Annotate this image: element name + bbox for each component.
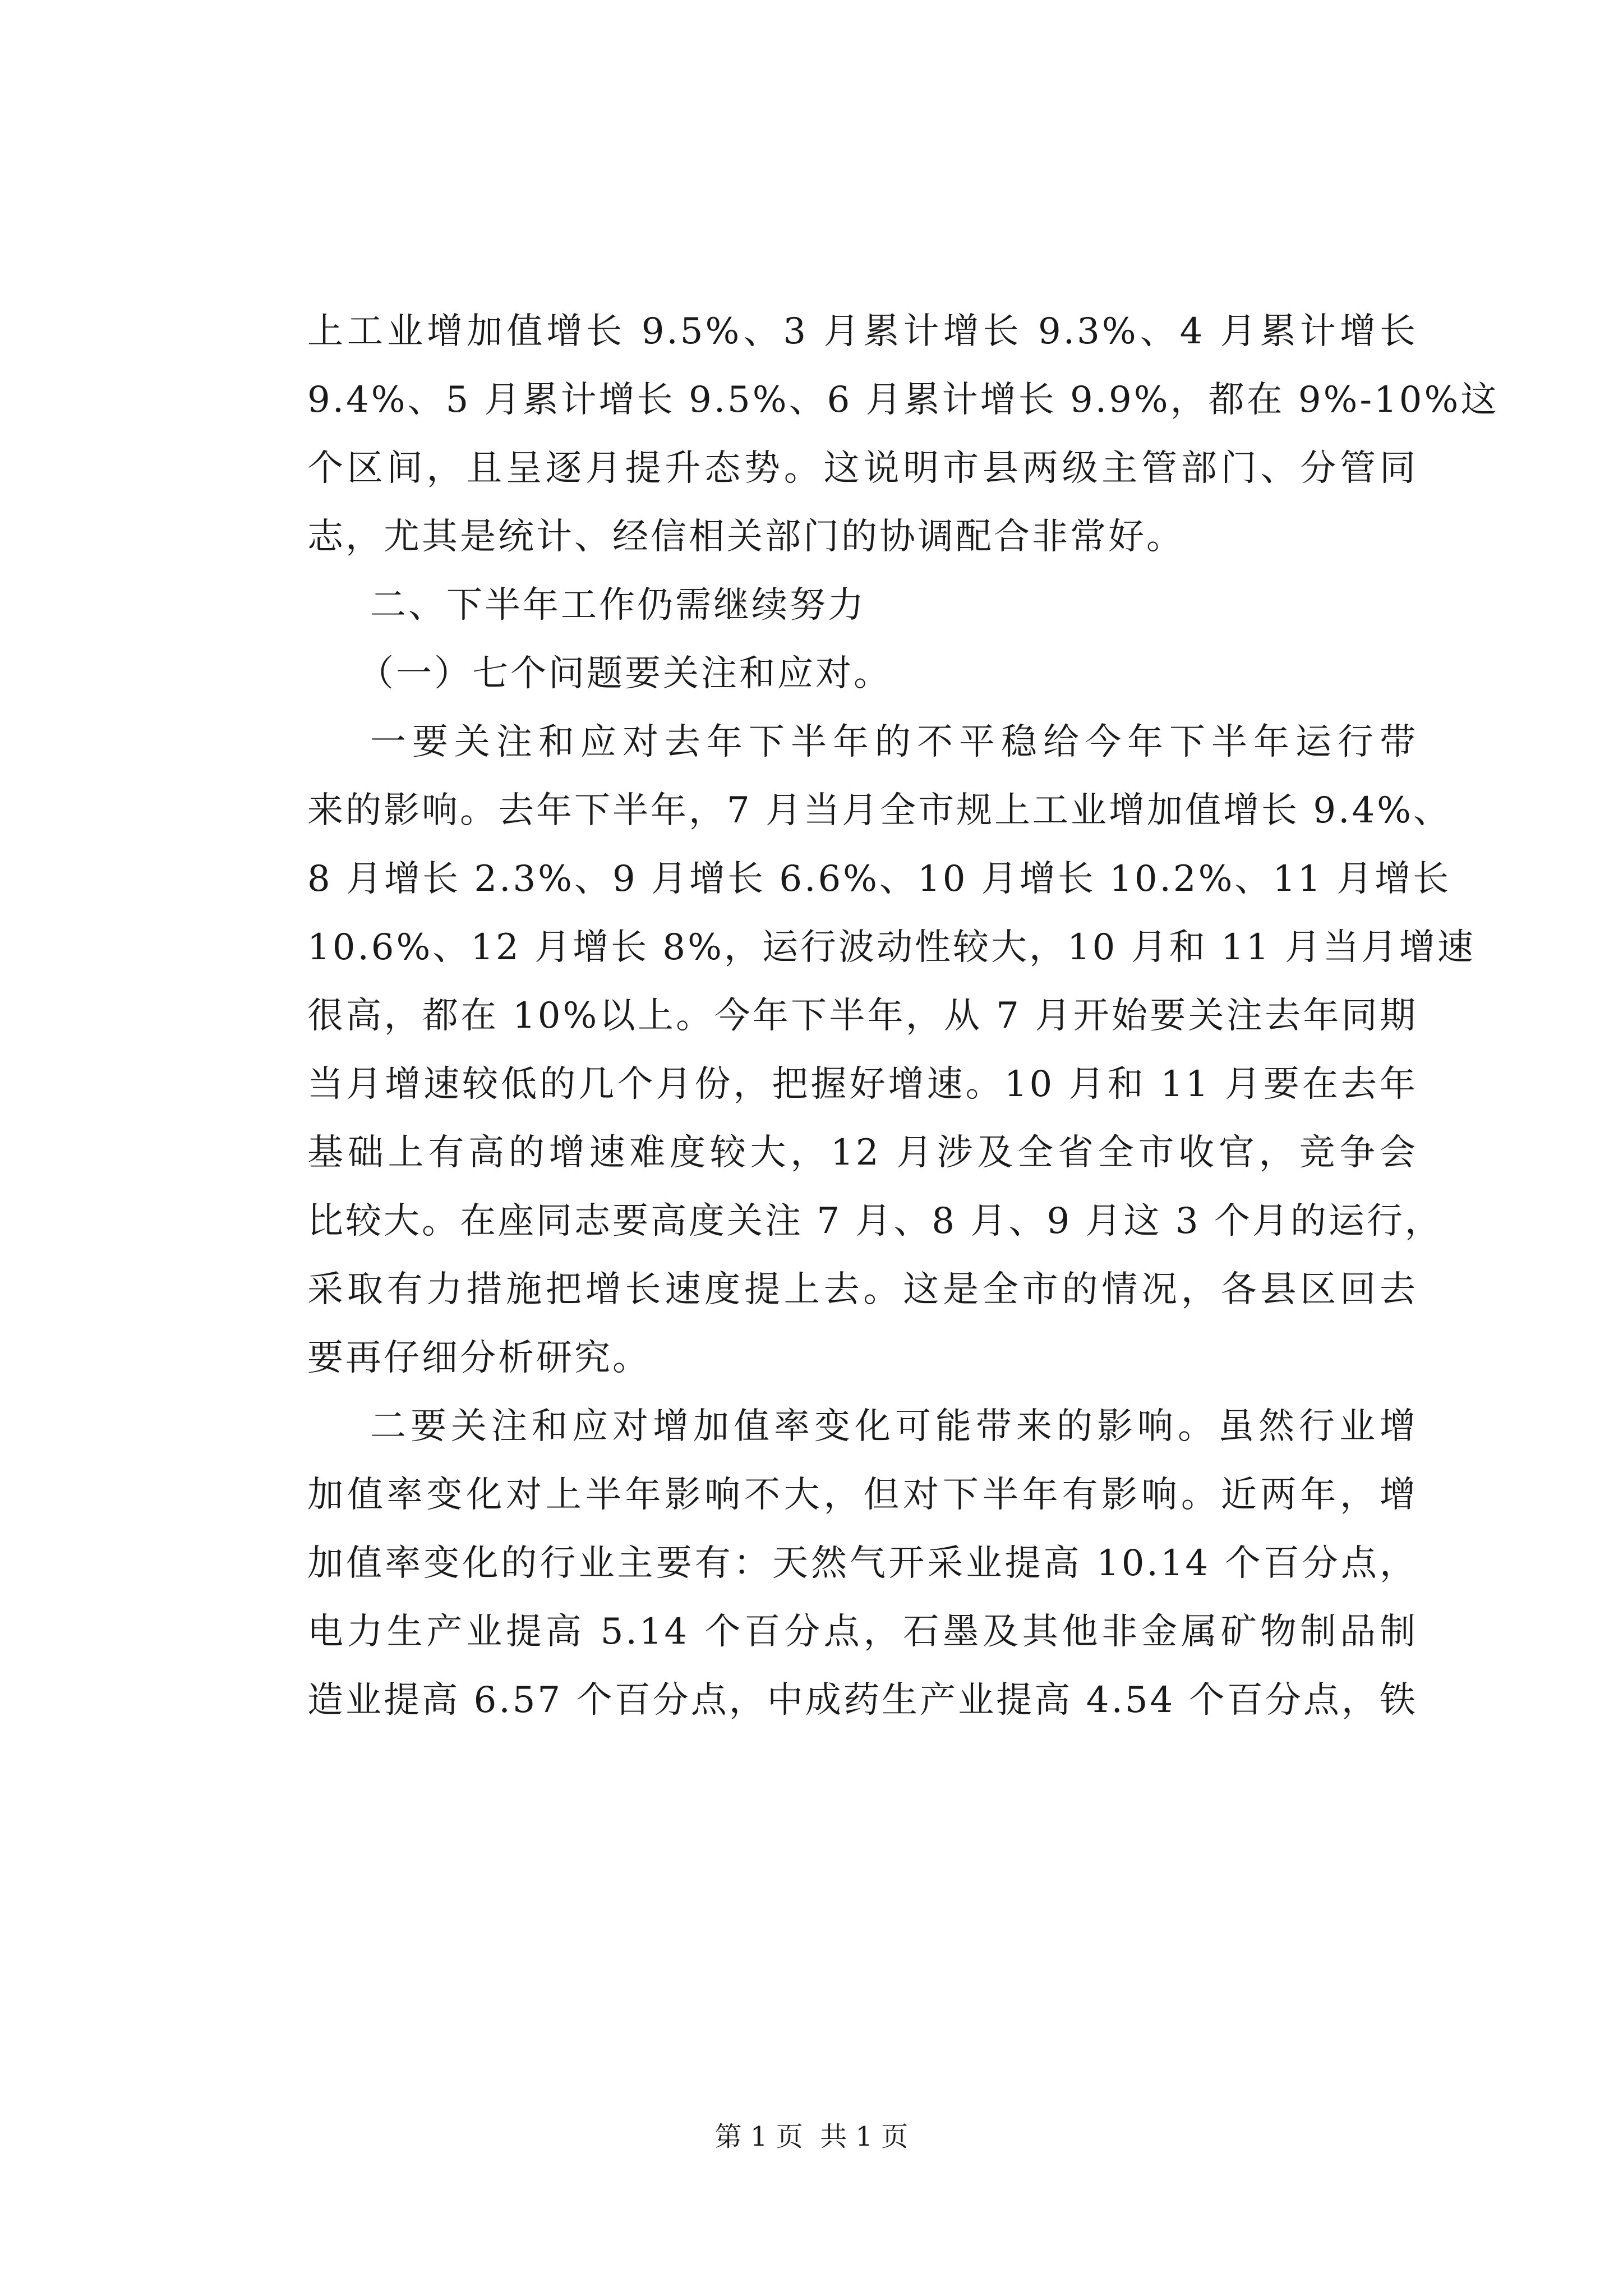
section-heading: 二、下半年工作仍需继续努力	[370, 585, 866, 626]
paragraph-first-line: 二要关注和应对增加值率变化可能带来的影响。虽然行业增	[370, 1406, 1418, 1447]
text-line: 个区间，且呈逐月提升态势。这说明市县两级主管部门、分管同	[307, 448, 1418, 489]
text-line: 8 月增长 2.3%、9 月增长 6.6%、10 月增长 10.2%、11 月增长	[307, 858, 1451, 900]
text-line: 志，尤其是统计、经信相关部门的协调配合非常好。	[307, 516, 1184, 558]
paragraph-first-line: 一要关注和应对去年下半年的不平稳给今年下半年运行带	[370, 721, 1418, 763]
text-line: 上工业增加值增长 9.5%、3 月累计增长 9.3%、4 月累计增长	[307, 311, 1418, 352]
page-footer: 第 1 页 共 1 页	[714, 2121, 909, 2152]
text-line: 要再仔细分析研究。	[307, 1337, 651, 1379]
text-line: 当月增速较低的几个月份，把握好增速。10 月和 11 月要在去年	[307, 1064, 1418, 1105]
text-line: 10.6%、12 月增长 8%，运行波动性较大，10 月和 11 月当月增速	[307, 927, 1476, 968]
text-line: 9.4%、5 月累计增长 9.5%、6 月累计增长 9.9%，都在 9%-10%这	[307, 379, 1499, 421]
text-line: 基础上有高的增速难度较大，12 月涉及全省全市收官，竞争会	[307, 1132, 1418, 1174]
document-body	[307, 297, 1499, 1734]
text-line: 造业提高 6.57 个百分点，中成药生产业提高 4.54 个百分点，铁	[307, 1680, 1418, 1721]
subsection-heading: （一）七个问题要关注和应对。	[358, 653, 892, 694]
text-line: 电力生产业提高 5.14 个百分点，石墨及其他非金属矿物制品制	[307, 1611, 1418, 1653]
text-line: 很高，都在 10%以上。今年下半年，从 7 月开始要关注去年同期	[307, 995, 1418, 1037]
text-line: 来的影响。去年下半年，7 月当月全市规上工业增加值增长 9.4%、	[307, 790, 1451, 831]
text-line: 采取有力措施把增长速度提上去。这是全市的情况，各县区回去	[307, 1269, 1418, 1310]
text-line: 加值率变化对上半年影响不大，但对下半年有影响。近两年，增	[307, 1474, 1418, 1516]
text-line: 比较大。在座同志要高度关注 7 月、8 月、9 月这 3 个月的运行，	[307, 1200, 1443, 1242]
text-line: 加值率变化的行业主要有：天然气开采业提高 10.14 个百分点，	[307, 1543, 1418, 1584]
